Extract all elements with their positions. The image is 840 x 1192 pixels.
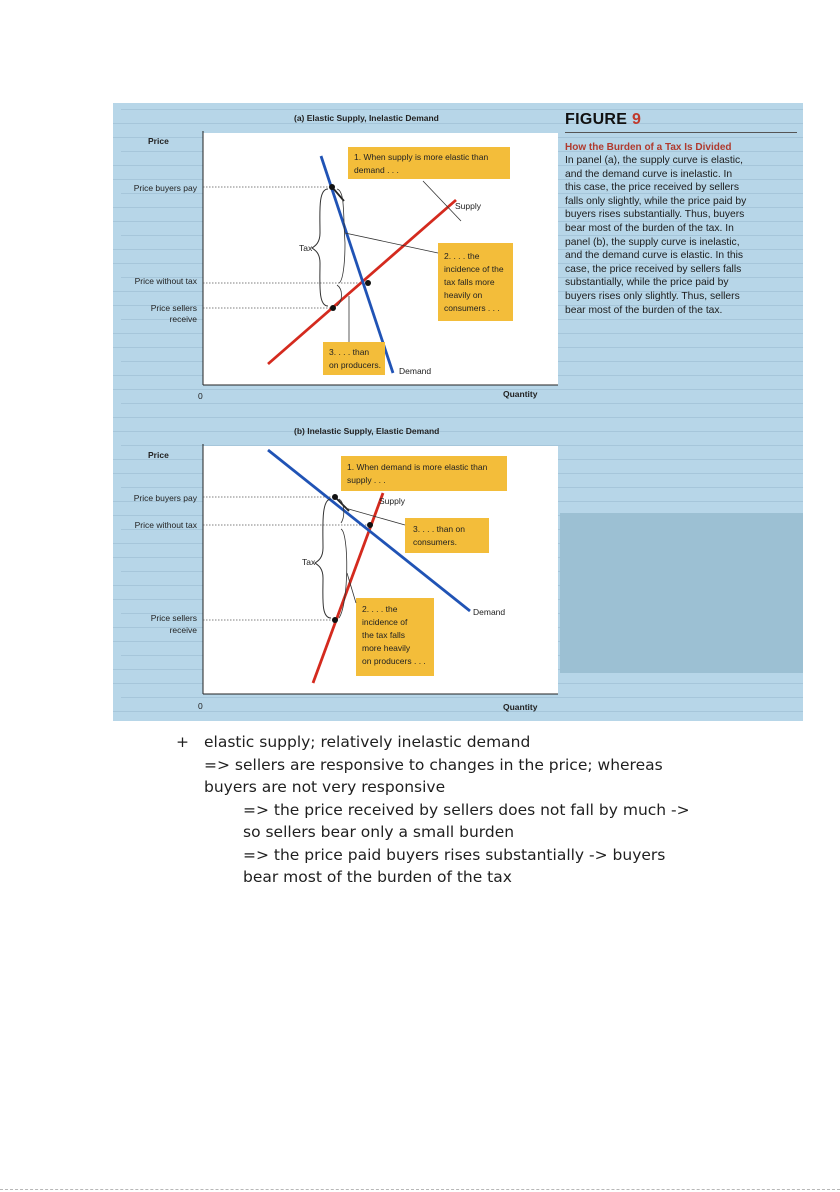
panel-b-point-equilibrium [367,522,373,528]
panel-a-label-buyers-pay: Price buyers pay [133,183,197,193]
panel-b-note-2-line5: on producers . . . [362,656,426,666]
panel-b-label-sellers-1: Price sellers [150,613,197,623]
panel-b-note-1-line1: 1. When demand is more elastic than [347,462,488,472]
figure-caption-box [565,111,797,317]
figure-caption-line: buyers rises only slightly. Thus, sellers [565,290,740,302]
panel-a-note-2-line1: 2. . . . the [444,251,480,261]
figure-title-word: FIGURE [565,111,628,128]
panel-b-note-3-line1: 3. . . . than on [413,524,465,534]
panel-b-point-sellers [332,617,338,623]
panel-a-title: (a) Elastic Supply, Inelastic Demand [294,113,439,123]
panel-b-label-buyers-pay: Price buyers pay [133,493,197,503]
panel-b-note-2-line1: 2. . . . the [362,604,398,614]
notes-line-5: so sellers bear only a small burden [243,823,515,841]
figure-caption-line: and the demand curve is inelastic. In [565,168,733,180]
panel-b-note-1-line2: supply . . . [347,475,386,485]
panel-a-tax-label: Tax [299,243,313,253]
panel-b-label-sellers-2: receive [169,625,197,635]
panel-a-point-equilibrium [365,280,371,286]
panel-a-demand-label: Demand [399,366,432,376]
panel-b-demand-label: Demand [473,607,506,617]
panel-a-label-without-tax: Price without tax [134,276,197,286]
notes-line-1 [176,731,796,754]
panel-a-note-2-line2: incidence of the [444,264,504,274]
textbook-figure-scan [113,103,803,721]
panel-a-note-3-line2: on producers. [329,360,381,370]
panel-a-note-1-line1: 1. When supply is more elastic than [354,152,489,162]
figure-title [565,111,797,129]
figure-caption [565,154,797,317]
panel-a-note-3-line1: 3. . . . than [329,347,370,357]
figure-caption-line: bear most of the burden of the tax. [565,304,723,316]
plus-bullet-icon: + [176,733,189,751]
panel-a-point-sellers [330,305,336,311]
figure-caption-line: substantially, while the price paid by [565,277,729,289]
panel-a-note-2-line4: heavily on [444,290,483,300]
notes-line-3: buyers are not very responsive [204,778,446,796]
notes-line-7: bear most of the burden of the tax [243,868,512,886]
figure-caption-line: In panel (a), the supply curve is elastic, [565,155,743,166]
figure-subtitle: How the Burden of a Tax Is Divided [565,142,732,153]
panel-b-y-label: Price [148,450,169,460]
panel-b-origin: 0 [198,701,203,711]
panel-a-supply-label: Supply [455,201,481,211]
panel-a-label-sellers-1: Price sellers [150,303,197,313]
figure-caption-line: this case, the price received by sellers [565,182,739,194]
panel-a-origin: 0 [198,391,203,401]
figure-caption-line: panel (b), the supply curve is inelastic, [565,236,740,248]
lecture-notes [176,731,796,889]
notes-line-1-text: elastic supply; relatively inelastic demand [204,733,531,751]
panel-a-note-2-line5: consumers . . . [444,303,500,313]
panel-b [134,426,558,712]
figure-title-number: 9 [632,111,642,128]
panel-a-note-1-line2: demand . . . [354,165,399,175]
panel-a-y-label: Price [148,136,169,146]
panel-b-tax-label: Tax [302,557,316,567]
panel-b-x-label: Quantity [503,702,538,712]
panel-b-note-2-line4: more heavily [362,643,411,653]
panel-a-point-buyers [329,184,335,190]
panel-a [134,113,558,401]
figure-caption-line: falls only slightly, while the price paid by [565,195,747,207]
panel-a-x-label: Quantity [503,389,538,399]
panel-b-note-2-line2: incidence of [362,617,408,627]
panel-b-supply-label: Supply [379,496,405,506]
panel-b-point-buyers [332,494,338,500]
panel-a-note-2-line3: tax falls more [444,277,495,287]
panel-b-note-2-line3: the tax falls [362,630,405,640]
notes-line-6: => the price paid buyers rises substantially -> buyers [243,845,666,864]
panel-b-label-without-tax: Price without tax [134,520,197,530]
figure-caption-line: case, the price received by sellers falls [565,263,742,275]
figure-title-rule [565,132,797,133]
panel-b-title: (b) Inelastic Supply, Elastic Demand [294,426,440,436]
figure-caption-line: buyers rises substantially. Thus, buyers [565,209,745,221]
figure-caption-line: bear most of the burden of the tax. In [565,222,734,234]
panel-a-label-sellers-2: receive [169,314,197,324]
notes-line-4: => the price received by sellers does not fall by much -> [243,800,690,819]
notes-line-2: => sellers are responsive to changes in the price; whereas [204,755,663,774]
panel-b-note-3-line2: consumers. [413,537,457,547]
figure-caption-line: and the demand curve is elastic. In this [565,250,744,262]
